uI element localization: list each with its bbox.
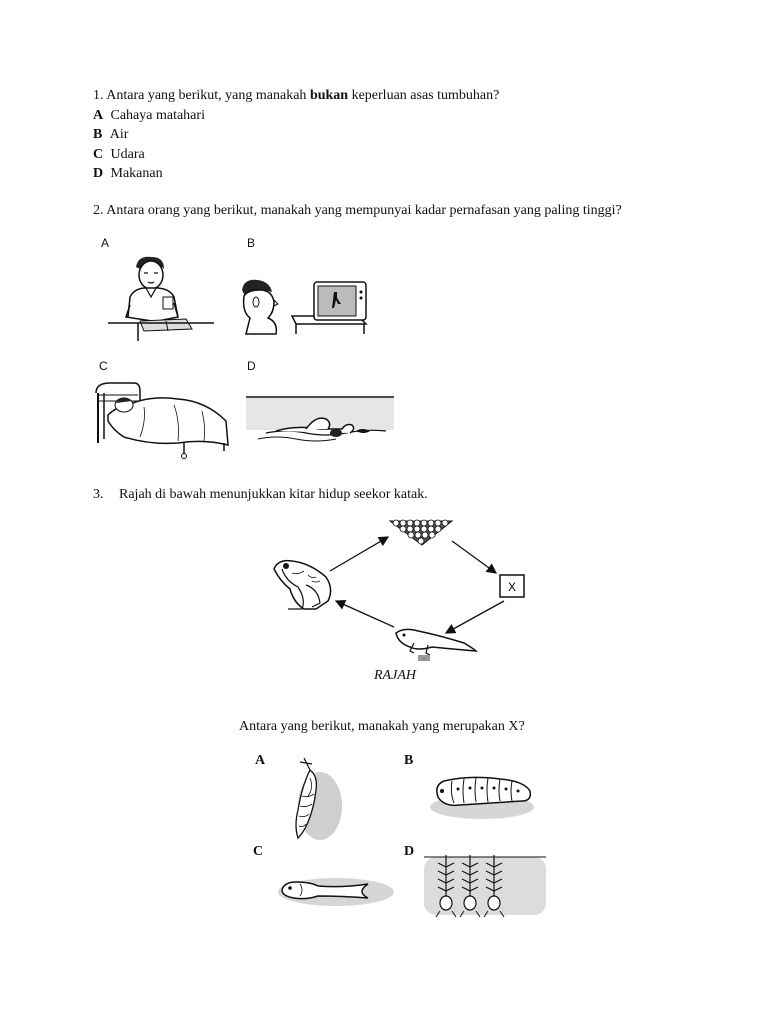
q3-label-b[interactable]: B (404, 753, 414, 768)
boy-studying-image[interactable] (108, 255, 214, 341)
q1-option-b[interactable]: B Air (93, 127, 129, 142)
q2-label-a[interactable]: A (101, 236, 110, 250)
q3-intro: Rajah di bawah menunjukkan kitar hidup seekor katak. (119, 487, 428, 502)
q3-number: 3. (93, 487, 104, 502)
q1-option-c[interactable]: C Udara (93, 147, 145, 162)
person-swimming-image[interactable] (246, 395, 396, 445)
boy-watching-tv-image[interactable] (236, 276, 368, 338)
q1-option-a[interactable]: A Cahaya matahari (93, 108, 205, 123)
diagram-caption: RAJAH (374, 668, 416, 683)
adult-frog-icon (274, 561, 331, 609)
q3-question: Antara yang berikut, manakah yang merupakan X? (239, 719, 525, 734)
unknown-stage-label: X (507, 580, 517, 594)
frog-eggs-icon (390, 520, 452, 545)
q3-label-a[interactable]: A (255, 753, 266, 768)
frog-life-cycle-diagram (268, 515, 528, 665)
q1-option-d[interactable]: D Makanan (93, 166, 163, 181)
tadpole-with-legs-icon (396, 629, 476, 661)
q3-label-c[interactable]: C (253, 844, 264, 859)
caterpillar-image[interactable] (430, 771, 534, 821)
pupa-image[interactable] (284, 756, 344, 842)
q2-label-d[interactable]: D (247, 359, 256, 373)
q3-label-d[interactable]: D (404, 844, 415, 859)
person-sleeping-image[interactable] (94, 381, 230, 459)
tadpole-image[interactable] (276, 870, 394, 910)
q2-label-b[interactable]: B (247, 236, 256, 250)
q2-question: 2. Antara orang yang berikut, manakah yang mempunyai kadar pernafasan yang paling tinggi? (93, 203, 622, 218)
mosquito-larvae-image[interactable] (424, 851, 548, 923)
q2-label-c[interactable]: C (99, 359, 108, 373)
q1-question: 1. Antara yang berikut, yang manakah bukan keperluan asas tumbuhan? (93, 88, 500, 103)
